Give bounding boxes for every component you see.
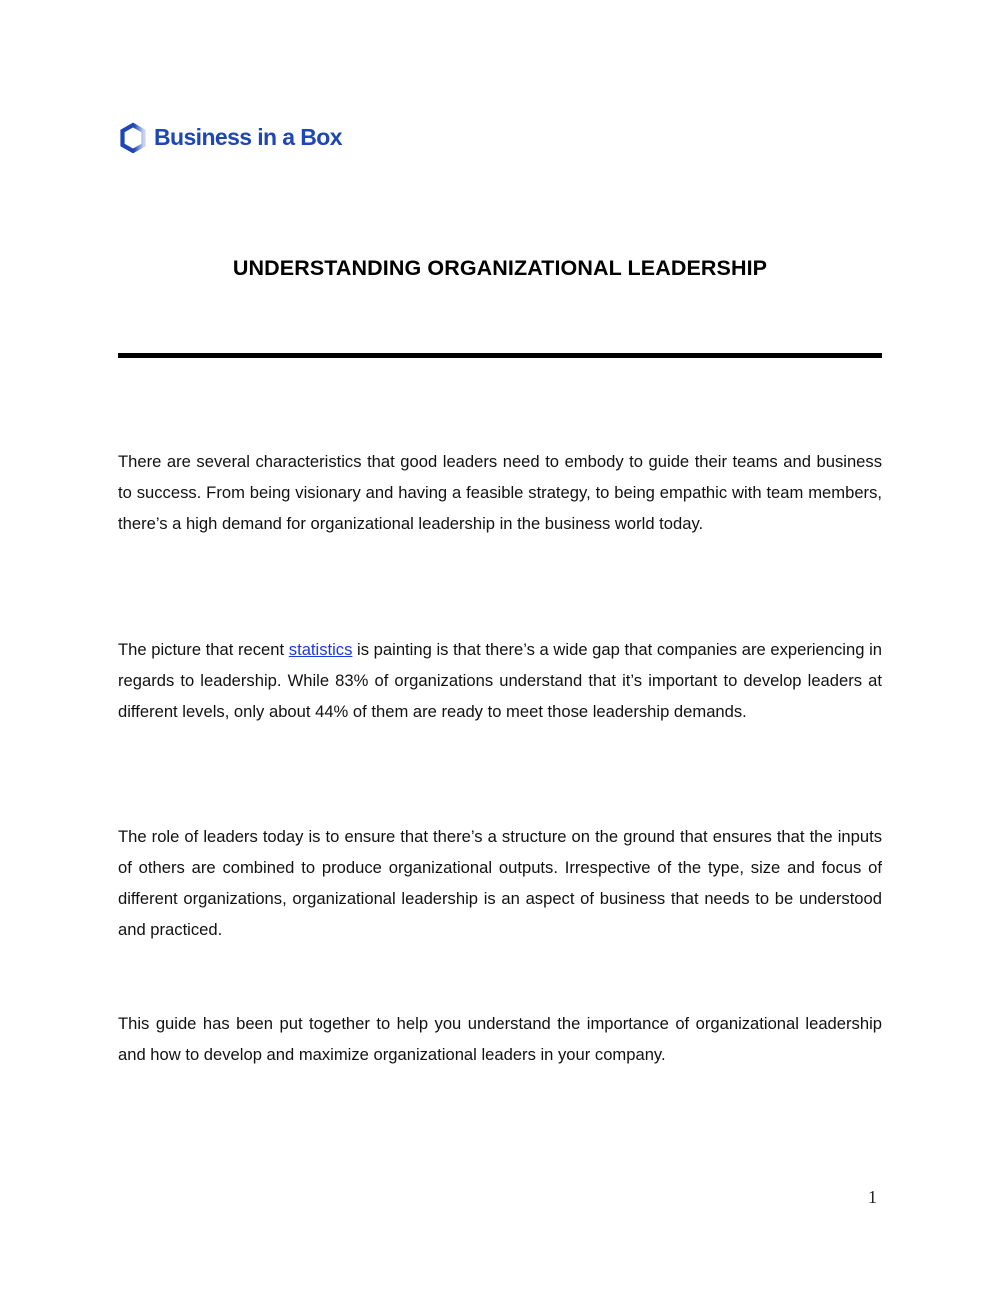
brand-logo (119, 121, 342, 155)
statistics-link[interactable]: statistics (288, 640, 353, 659)
page-number: 1 (868, 1187, 877, 1207)
title-divider (118, 353, 882, 358)
paragraph-text-after-link: is painting is that there’s a wide gap that companies are experiencing in regards to leadership. While 83% of organizations understand that it’s important to develop leaders at different levels, only about 44% of them are ready to meet those leadership demands. (118, 640, 883, 721)
hexagon-logo-icon (119, 122, 147, 154)
paragraph-text-before-link: The picture that recent (118, 640, 289, 659)
brand-name: Business in a Box (154, 123, 342, 150)
document-title: UNDERSTANDING ORGANIZATIONAL LEADERSHIP (232, 256, 768, 280)
paragraph-role-of-leaders: The role of leaders today is to ensure that there’s a structure on the ground that ensures that the inputs of others are combined to produce organizational outputs. Irrespective of the type, size and focus of different organizations, organizational leadership is an aspect of business that needs to be understood and practiced. (118, 827, 882, 939)
paragraph-guide-purpose: This guide has been put together to help you understand the importance of organizational leadership and how to develop and maximize organizational leaders in your company. (118, 1014, 882, 1064)
paragraph-statistics (118, 634, 882, 727)
paragraph-intro: There are several characteristics that good leaders need to embody to guide their teams and business to success. From being visionary and having a feasible strategy, to being empathic with team members, there’s a high demand for organizational leadership in the business world today. (118, 452, 882, 533)
